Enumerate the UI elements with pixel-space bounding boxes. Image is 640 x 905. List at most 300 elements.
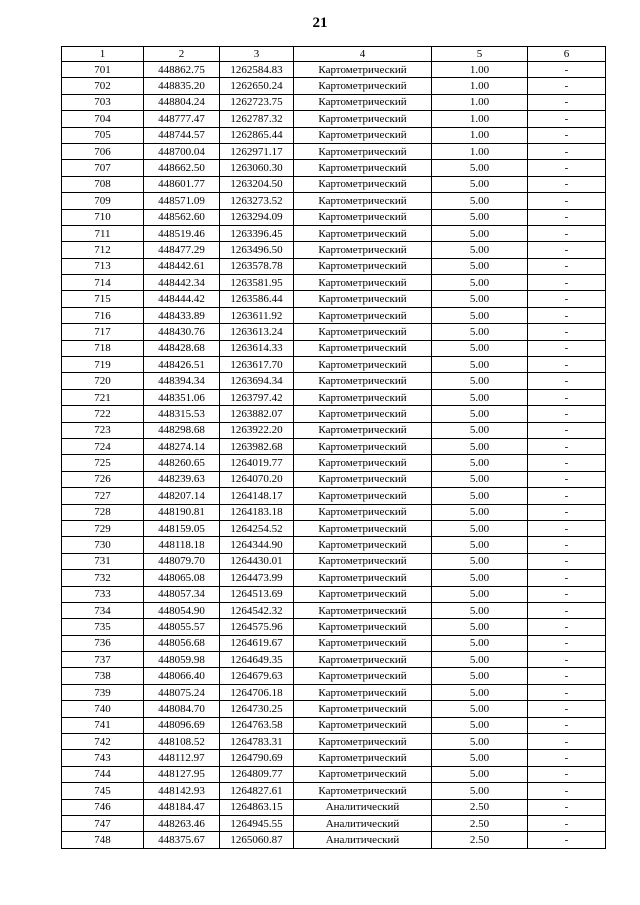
table-cell: 5.00 [432, 717, 528, 733]
table-cell: 726 [62, 471, 144, 487]
table-cell: Картометрический [294, 307, 432, 323]
table-cell: 5.00 [432, 176, 528, 192]
table-cell: 5.00 [432, 193, 528, 209]
table-cell: - [528, 291, 606, 307]
table-cell: - [528, 127, 606, 143]
table-cell: 1264863.15 [220, 799, 294, 815]
table-cell: 1264473.99 [220, 570, 294, 586]
table-cell: Картометрический [294, 570, 432, 586]
table-row [62, 422, 606, 438]
table-cell: 707 [62, 160, 144, 176]
table-cell: 742 [62, 734, 144, 750]
table-row [62, 799, 606, 815]
table-cell: Картометрический [294, 111, 432, 127]
table-cell: 701 [62, 62, 144, 78]
table-cell: 448079.70 [144, 553, 220, 569]
table-cell: 1262723.75 [220, 94, 294, 110]
table-cell: - [528, 176, 606, 192]
table-cell: Картометрический [294, 455, 432, 471]
table-cell: 448444.42 [144, 291, 220, 307]
table-cell: 723 [62, 422, 144, 438]
table-cell: 720 [62, 373, 144, 389]
header-cell: 3 [220, 47, 294, 62]
table-cell: - [528, 586, 606, 602]
table-cell: 732 [62, 570, 144, 586]
table-cell: 448207.14 [144, 488, 220, 504]
table-cell: - [528, 225, 606, 241]
table-cell: - [528, 242, 606, 258]
table-cell: 1.00 [432, 127, 528, 143]
table-cell: 1262584.83 [220, 62, 294, 78]
table-row [62, 488, 606, 504]
table-cell: - [528, 504, 606, 520]
table-row [62, 111, 606, 127]
table-cell: 708 [62, 176, 144, 192]
table-cell: 1262650.24 [220, 78, 294, 94]
table-cell: 448056.68 [144, 635, 220, 651]
table-row [62, 291, 606, 307]
table-cell: 735 [62, 619, 144, 635]
table-cell: 5.00 [432, 553, 528, 569]
table-row [62, 324, 606, 340]
table-cell: 448442.61 [144, 258, 220, 274]
table-cell: 448835.20 [144, 78, 220, 94]
table-cell: Картометрический [294, 504, 432, 520]
table-cell: 5.00 [432, 455, 528, 471]
table-cell: - [528, 357, 606, 373]
table-cell: Картометрический [294, 668, 432, 684]
table-cell: 448108.52 [144, 734, 220, 750]
table-row [62, 307, 606, 323]
table-cell: 448430.76 [144, 324, 220, 340]
table-cell: 1264679.63 [220, 668, 294, 684]
table-cell: 747 [62, 815, 144, 831]
table-cell: 1263611.92 [220, 307, 294, 323]
table-cell: - [528, 832, 606, 848]
table-cell: Картометрический [294, 766, 432, 782]
table-cell: 711 [62, 225, 144, 241]
table-cell: 448428.68 [144, 340, 220, 356]
table-row [62, 570, 606, 586]
table-cell: 448477.29 [144, 242, 220, 258]
table-cell: - [528, 553, 606, 569]
table-row [62, 160, 606, 176]
table-cell: 737 [62, 652, 144, 668]
table-row [62, 209, 606, 225]
table-cell: - [528, 258, 606, 274]
table-cell: 5.00 [432, 488, 528, 504]
table-cell: 1264763.58 [220, 717, 294, 733]
table-cell: 1262971.17 [220, 143, 294, 159]
table-cell: 738 [62, 668, 144, 684]
table-cell: 448315.53 [144, 406, 220, 422]
table-cell: - [528, 701, 606, 717]
page-number: 21 [312, 15, 328, 31]
table-cell: 731 [62, 553, 144, 569]
table-cell: 721 [62, 389, 144, 405]
table-cell: 5.00 [432, 209, 528, 225]
table-row [62, 438, 606, 454]
table-cell: 5.00 [432, 520, 528, 536]
table-cell: 1263496.50 [220, 242, 294, 258]
table-cell: Картометрический [294, 258, 432, 274]
table-cell: 1263922.20 [220, 422, 294, 438]
table-cell: 448426.51 [144, 357, 220, 373]
table-cell: 1263797.42 [220, 389, 294, 405]
table-cell: Картометрический [294, 586, 432, 602]
table-cell: 719 [62, 357, 144, 373]
table-cell: 5.00 [432, 357, 528, 373]
table-cell: 5.00 [432, 652, 528, 668]
table-cell: 448862.75 [144, 62, 220, 78]
table-cell: 1.00 [432, 111, 528, 127]
table-cell: 744 [62, 766, 144, 782]
table-cell: 448055.57 [144, 619, 220, 635]
table-cell: - [528, 307, 606, 323]
table-cell: 1263617.70 [220, 357, 294, 373]
table-cell: 5.00 [432, 275, 528, 291]
table-cell: - [528, 815, 606, 831]
table-cell: 448084.70 [144, 701, 220, 717]
table-cell: 1263586.44 [220, 291, 294, 307]
table-row [62, 684, 606, 700]
table-cell: Картометрический [294, 373, 432, 389]
table-cell: 741 [62, 717, 144, 733]
table-cell: - [528, 750, 606, 766]
table-cell: 1264809.77 [220, 766, 294, 782]
table-cell: 5.00 [432, 701, 528, 717]
table-cell: 1264619.67 [220, 635, 294, 651]
table-cell: 448239.63 [144, 471, 220, 487]
table-cell: 1263882.07 [220, 406, 294, 422]
table-cell: 703 [62, 94, 144, 110]
table-cell: - [528, 78, 606, 94]
table-cell: - [528, 488, 606, 504]
table-cell: 1262787.32 [220, 111, 294, 127]
table-cell: 448298.68 [144, 422, 220, 438]
table-cell: 5.00 [432, 291, 528, 307]
table-cell: Картометрический [294, 389, 432, 405]
header-cell: 5 [432, 47, 528, 62]
table-cell: Картометрический [294, 438, 432, 454]
table-cell: 448066.40 [144, 668, 220, 684]
table-cell: 722 [62, 406, 144, 422]
table-cell: Картометрический [294, 209, 432, 225]
table-cell: - [528, 160, 606, 176]
table-row [62, 783, 606, 799]
table-row [62, 176, 606, 192]
table-cell: Аналитический [294, 815, 432, 831]
table-row [62, 62, 606, 78]
table-row [62, 602, 606, 618]
table-row [62, 504, 606, 520]
table-cell: 448394.34 [144, 373, 220, 389]
table-cell: - [528, 734, 606, 750]
table-cell: 748 [62, 832, 144, 848]
table-row [62, 193, 606, 209]
table-cell: - [528, 668, 606, 684]
table-body [62, 62, 606, 849]
table-cell: Картометрический [294, 619, 432, 635]
table-row [62, 668, 606, 684]
table-cell: 448662.50 [144, 160, 220, 176]
table-cell: 2.50 [432, 832, 528, 848]
table-cell: Картометрический [294, 602, 432, 618]
table-cell: 448700.04 [144, 143, 220, 159]
table-cell: 1264827.61 [220, 783, 294, 799]
table-cell: 448263.46 [144, 815, 220, 831]
table-cell: 1264070.20 [220, 471, 294, 487]
table-row [62, 586, 606, 602]
table-cell: - [528, 143, 606, 159]
table-row [62, 734, 606, 750]
table-cell: Картометрический [294, 471, 432, 487]
table-cell: 448777.47 [144, 111, 220, 127]
table-cell: 746 [62, 799, 144, 815]
table-cell: Картометрический [294, 717, 432, 733]
table-cell: - [528, 389, 606, 405]
table-cell: - [528, 422, 606, 438]
table-cell: - [528, 652, 606, 668]
table-cell: 5.00 [432, 373, 528, 389]
table-cell: 5.00 [432, 586, 528, 602]
table-cell: 448274.14 [144, 438, 220, 454]
table-cell: 1264783.31 [220, 734, 294, 750]
table-row [62, 815, 606, 831]
table-cell: 5.00 [432, 406, 528, 422]
table-row [62, 717, 606, 733]
table-row [62, 127, 606, 143]
table-cell: 1264730.25 [220, 701, 294, 717]
table-cell: 1263982.68 [220, 438, 294, 454]
table-cell: 5.00 [432, 389, 528, 405]
table-cell: 728 [62, 504, 144, 520]
table-row [62, 275, 606, 291]
table-cell: 5.00 [432, 668, 528, 684]
table-cell: Картометрический [294, 242, 432, 258]
table-cell: 717 [62, 324, 144, 340]
table-cell: 5.00 [432, 324, 528, 340]
table-cell: Картометрический [294, 750, 432, 766]
table-cell: 1264183.18 [220, 504, 294, 520]
table-cell: 448744.57 [144, 127, 220, 143]
table-row [62, 701, 606, 717]
table-cell: 448433.89 [144, 307, 220, 323]
table-row [62, 455, 606, 471]
table-cell: 1264430.01 [220, 553, 294, 569]
table-cell: 2.50 [432, 799, 528, 815]
table-row [62, 94, 606, 110]
table-cell: Картометрический [294, 127, 432, 143]
table-cell: - [528, 684, 606, 700]
table-cell: 448112.97 [144, 750, 220, 766]
table-cell: 448442.34 [144, 275, 220, 291]
table-cell: 5.00 [432, 242, 528, 258]
table-cell: 5.00 [432, 570, 528, 586]
table-cell: - [528, 373, 606, 389]
table-cell: 1264706.18 [220, 684, 294, 700]
table-row [62, 389, 606, 405]
table-cell: - [528, 635, 606, 651]
table-row [62, 373, 606, 389]
table-cell: 1264019.77 [220, 455, 294, 471]
table-cell: 2.50 [432, 815, 528, 831]
table-cell: 745 [62, 783, 144, 799]
table-cell: 710 [62, 209, 144, 225]
table-cell: - [528, 324, 606, 340]
table-cell: 448375.67 [144, 832, 220, 848]
table-cell: Картометрический [294, 193, 432, 209]
table-cell: 448159.05 [144, 520, 220, 536]
table-cell: 5.00 [432, 750, 528, 766]
table-cell: - [528, 799, 606, 815]
table-row [62, 766, 606, 782]
table-cell: 5.00 [432, 684, 528, 700]
table-cell: 5.00 [432, 422, 528, 438]
table-cell: 716 [62, 307, 144, 323]
table-cell: 1264649.35 [220, 652, 294, 668]
table-cell: 448804.24 [144, 94, 220, 110]
table-cell: - [528, 275, 606, 291]
table-cell: 1264254.52 [220, 520, 294, 536]
table-cell: - [528, 209, 606, 225]
table-cell: 5.00 [432, 225, 528, 241]
table-cell: 448118.18 [144, 537, 220, 553]
table-row [62, 750, 606, 766]
table-cell: - [528, 62, 606, 78]
table-cell: 5.00 [432, 602, 528, 618]
table-cell: 1264575.96 [220, 619, 294, 635]
table-cell: Картометрический [294, 406, 432, 422]
table-row [62, 537, 606, 553]
table-cell: 725 [62, 455, 144, 471]
table-cell: Картометрический [294, 94, 432, 110]
table-cell: 448065.08 [144, 570, 220, 586]
table-cell: 5.00 [432, 504, 528, 520]
table-cell: 1263694.34 [220, 373, 294, 389]
table-cell: - [528, 406, 606, 422]
table-cell: 1263294.09 [220, 209, 294, 225]
table-cell: - [528, 438, 606, 454]
table-row [62, 652, 606, 668]
table-cell: 1263060.30 [220, 160, 294, 176]
table-cell: - [528, 111, 606, 127]
table-cell: 1265060.87 [220, 832, 294, 848]
table-cell: 5.00 [432, 783, 528, 799]
table-cell: 448601.77 [144, 176, 220, 192]
table-cell: 5.00 [432, 438, 528, 454]
table-row [62, 635, 606, 651]
table-cell: - [528, 619, 606, 635]
table-cell: 5.00 [432, 619, 528, 635]
table-cell: Картометрический [294, 324, 432, 340]
table-cell: Картометрический [294, 783, 432, 799]
table-cell: - [528, 570, 606, 586]
table-cell: 727 [62, 488, 144, 504]
table-row [62, 619, 606, 635]
table-cell: 5.00 [432, 307, 528, 323]
table-cell: 712 [62, 242, 144, 258]
table-cell: Картометрический [294, 340, 432, 356]
table-cell: 743 [62, 750, 144, 766]
table-cell: 5.00 [432, 258, 528, 274]
table-row [62, 471, 606, 487]
table-cell: 1264344.90 [220, 537, 294, 553]
table-cell: 1263613.24 [220, 324, 294, 340]
table-row [62, 520, 606, 536]
table-cell: - [528, 537, 606, 553]
table-cell: 448096.69 [144, 717, 220, 733]
table-cell: 724 [62, 438, 144, 454]
table-cell: - [528, 471, 606, 487]
table-cell: Картометрический [294, 78, 432, 94]
table-cell: Картометрический [294, 143, 432, 159]
table-cell: Аналитический [294, 832, 432, 848]
table-cell: 5.00 [432, 734, 528, 750]
table-cell: 448127.95 [144, 766, 220, 782]
table-cell: - [528, 520, 606, 536]
table-cell: 729 [62, 520, 144, 536]
table-cell: 448075.24 [144, 684, 220, 700]
table-cell: Картометрический [294, 520, 432, 536]
table-cell: 1264513.69 [220, 586, 294, 602]
table-cell: 448571.09 [144, 193, 220, 209]
table-cell: Картометрический [294, 291, 432, 307]
table-cell: Картометрический [294, 635, 432, 651]
table-cell: 448057.34 [144, 586, 220, 602]
table-cell: 1264148.17 [220, 488, 294, 504]
table-cell: 705 [62, 127, 144, 143]
table-cell: 739 [62, 684, 144, 700]
table-cell: 734 [62, 602, 144, 618]
table-row [62, 258, 606, 274]
table-header-row [62, 47, 606, 62]
table-row [62, 78, 606, 94]
table-cell: Картометрический [294, 422, 432, 438]
table-cell: 5.00 [432, 160, 528, 176]
table-cell: 448054.90 [144, 602, 220, 618]
table-cell: 1263581.95 [220, 275, 294, 291]
coordinates-table [61, 46, 606, 849]
table-cell: Картометрический [294, 62, 432, 78]
table-cell: 5.00 [432, 537, 528, 553]
table-cell: 5.00 [432, 471, 528, 487]
table-cell: 740 [62, 701, 144, 717]
table-cell: - [528, 455, 606, 471]
table-cell: Аналитический [294, 799, 432, 815]
table-cell: - [528, 783, 606, 799]
table-cell: 715 [62, 291, 144, 307]
table-cell: 1.00 [432, 78, 528, 94]
table-cell: Картометрический [294, 160, 432, 176]
table-cell: - [528, 340, 606, 356]
table-cell: Картометрический [294, 275, 432, 291]
table-cell: 702 [62, 78, 144, 94]
table-cell: - [528, 602, 606, 618]
table-cell: - [528, 766, 606, 782]
table-cell: 704 [62, 111, 144, 127]
table-cell: 713 [62, 258, 144, 274]
table-cell: 1262865.44 [220, 127, 294, 143]
table-cell: 1263578.78 [220, 258, 294, 274]
table-cell: 718 [62, 340, 144, 356]
table-cell: 736 [62, 635, 144, 651]
table-cell: 1263396.45 [220, 225, 294, 241]
table-cell: 1264790.69 [220, 750, 294, 766]
table-cell: Картометрический [294, 684, 432, 700]
table-cell: Картометрический [294, 734, 432, 750]
table-cell: 5.00 [432, 635, 528, 651]
